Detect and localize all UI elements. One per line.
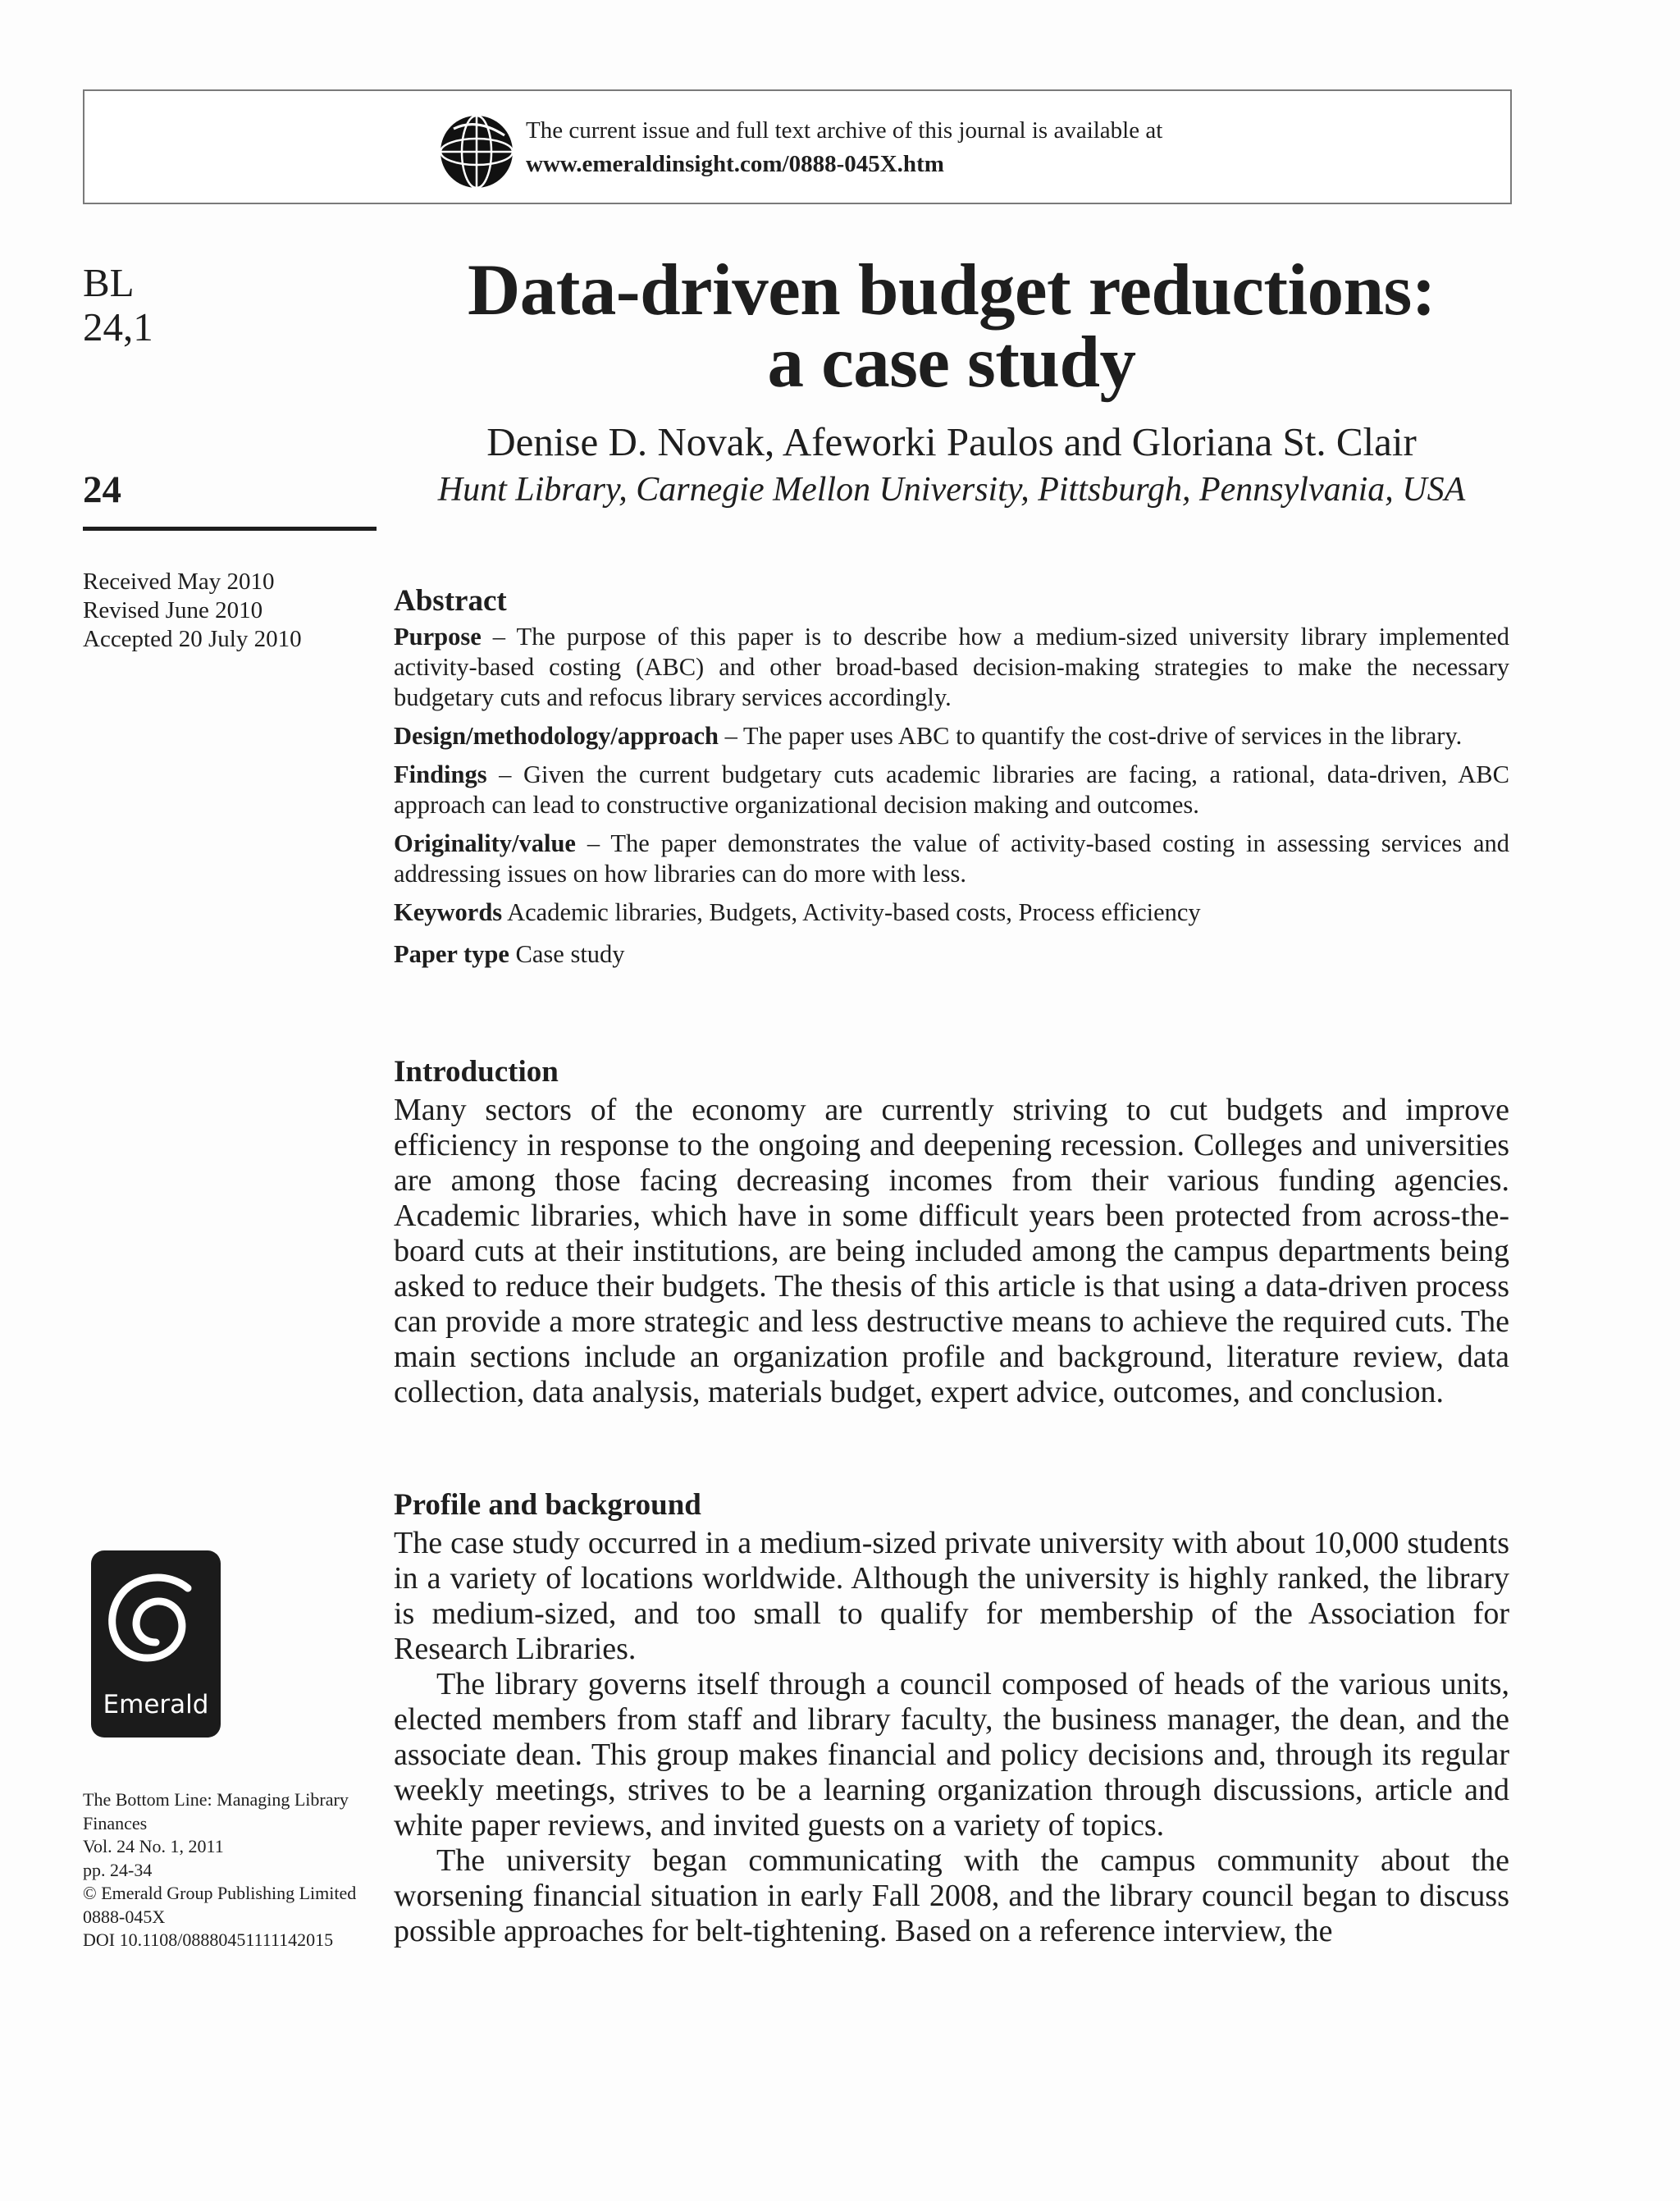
journal-name: The Bottom Line: Managing Library Finances [83, 1789, 349, 1833]
originality-label: Originality/value [394, 829, 576, 857]
journal-code [83, 261, 153, 349]
profile-paragraph: The case study occurred in a medium-sized private university with about 10,000 students in a variety of locations worldwide. Although the university is highly ranked, the library is medium-sized, and too small to qualify for membership of the Association for Research Libraries. [394, 1526, 1509, 1666]
findings-label: Findings [394, 760, 487, 788]
margin-divider [83, 527, 377, 531]
abstract-originality [394, 829, 1509, 889]
revised-date: Revised June 2010 [83, 597, 263, 623]
doi: DOI 10.1108/08880451111142015 [83, 1929, 334, 1950]
findings-text: – Given the current budgetary cuts academic libraries are facing, a rational, data-driven, ABC approach can lead to constructive organizational decision making and outcomes. [394, 760, 1509, 819]
abstract-heading: Abstract [394, 584, 507, 618]
originality-text: – The paper demonstrates the value of activity-based costing in assessing services and addressing issues on how libraries can do more with less. [394, 829, 1509, 888]
purpose-label: Purpose [394, 623, 482, 651]
journal-url-link[interactable]: www.emeraldinsight.com/0888-045X.htm [526, 151, 944, 177]
journal-abbrev: BL [83, 260, 135, 305]
abstract-findings [394, 760, 1509, 820]
design-text: – The paper uses ABC to quantify the cost-drive of services in the library. [718, 722, 1463, 750]
keywords [394, 897, 1509, 928]
paper-type [394, 939, 1509, 970]
keywords-label: Keywords [394, 898, 503, 926]
profile-heading: Profile and background [394, 1488, 701, 1522]
abstract-purpose [394, 622, 1509, 713]
archive-text: The current issue and full text archive of this journal is available at [526, 117, 1163, 144]
journal-archive-banner [83, 89, 1512, 204]
citation-block [83, 1788, 386, 1952]
emerald-logo [91, 1550, 221, 1738]
title-line-2: a case study [767, 322, 1136, 403]
author-list: Denise D. Novak, Afeworki Paulos and Gloriana St. Clair [486, 419, 1417, 464]
keywords-text: Academic libraries, Budgets, Activity-based costs, Process efficiency [502, 898, 1201, 926]
archive-notice [526, 114, 1162, 181]
emerald-logo-label: Emerald [103, 1690, 209, 1719]
title-line-1: Data-driven budget reductions: [468, 250, 1436, 331]
purpose-text: – The purpose of this paper is to describe how a medium-sized university library implemented activity-based costing (ABC) and other broad-based decision-making strategies to make the necessary budgetary cuts and refocus library services accordingly. [394, 623, 1509, 711]
introduction-heading: Introduction [394, 1055, 559, 1089]
journal-volume-issue: 24,1 [83, 304, 153, 349]
profile-section [394, 1485, 1509, 1949]
received-date: Received May 2010 [83, 569, 275, 595]
page-number: 24 [83, 468, 121, 511]
profile-paragraph: The library governs itself through a council composed of heads of the various units, elected members from staff and library faculty, the business manager, the dean, and the associate dean. This group makes financial and policy decisions and, through its regular weekly meetings, strives to be a learning organization through discussions, article and white paper reviews, and invited guests on a variety of topics. [394, 1667, 1509, 1843]
introduction-paragraph: Many sectors of the economy are currently striving to cut budgets and improve efficiency in response to the ongoing and deepening recession. Colleges and universities are among those facing decreasing incomes from their various funding agencies. Academic libraries, which have in some difficult years been protected from across-the-board cuts at their institutions, are being included among the campus departments being asked to reduce their budgets. The thesis of this article is that using a data-driven process can provide a more strategic and less destructive means to achieve the required cuts. The main sections include an organization profile and background, literature review, data collection, data analysis, materials budget, expert advice, outcomes, and conclusion. [394, 1093, 1509, 1409]
profile-paragraph: The university began communicating with the campus community about the worsening financial situation in early Fall 2008, and the library council began to discuss possible approaches for belt-tightening. Based on a reference interview, the [394, 1843, 1509, 1948]
article-dates [83, 568, 302, 654]
paper-type-text: Case study [509, 940, 625, 968]
author-affiliation: Hunt Library, Carnegie Mellon University, Pittsburgh, Pennsylvania, USA [437, 471, 1466, 509]
paper-type-label: Paper type [394, 940, 509, 968]
article-title [394, 250, 1509, 403]
abstract-section [394, 581, 1509, 981]
design-label: Design/methodology/approach [394, 722, 719, 750]
accepted-date: Accepted 20 July 2010 [83, 626, 302, 652]
volume-info: Vol. 24 No. 1, 2011 [83, 1836, 224, 1856]
globe-icon [437, 111, 516, 190]
issn: 0888-045X [83, 1906, 166, 1927]
page-range: pp. 24-34 [83, 1859, 153, 1880]
copyright: © Emerald Group Publishing Limited [83, 1883, 357, 1903]
abstract-design [394, 721, 1509, 751]
introduction-section [394, 1052, 1509, 1410]
